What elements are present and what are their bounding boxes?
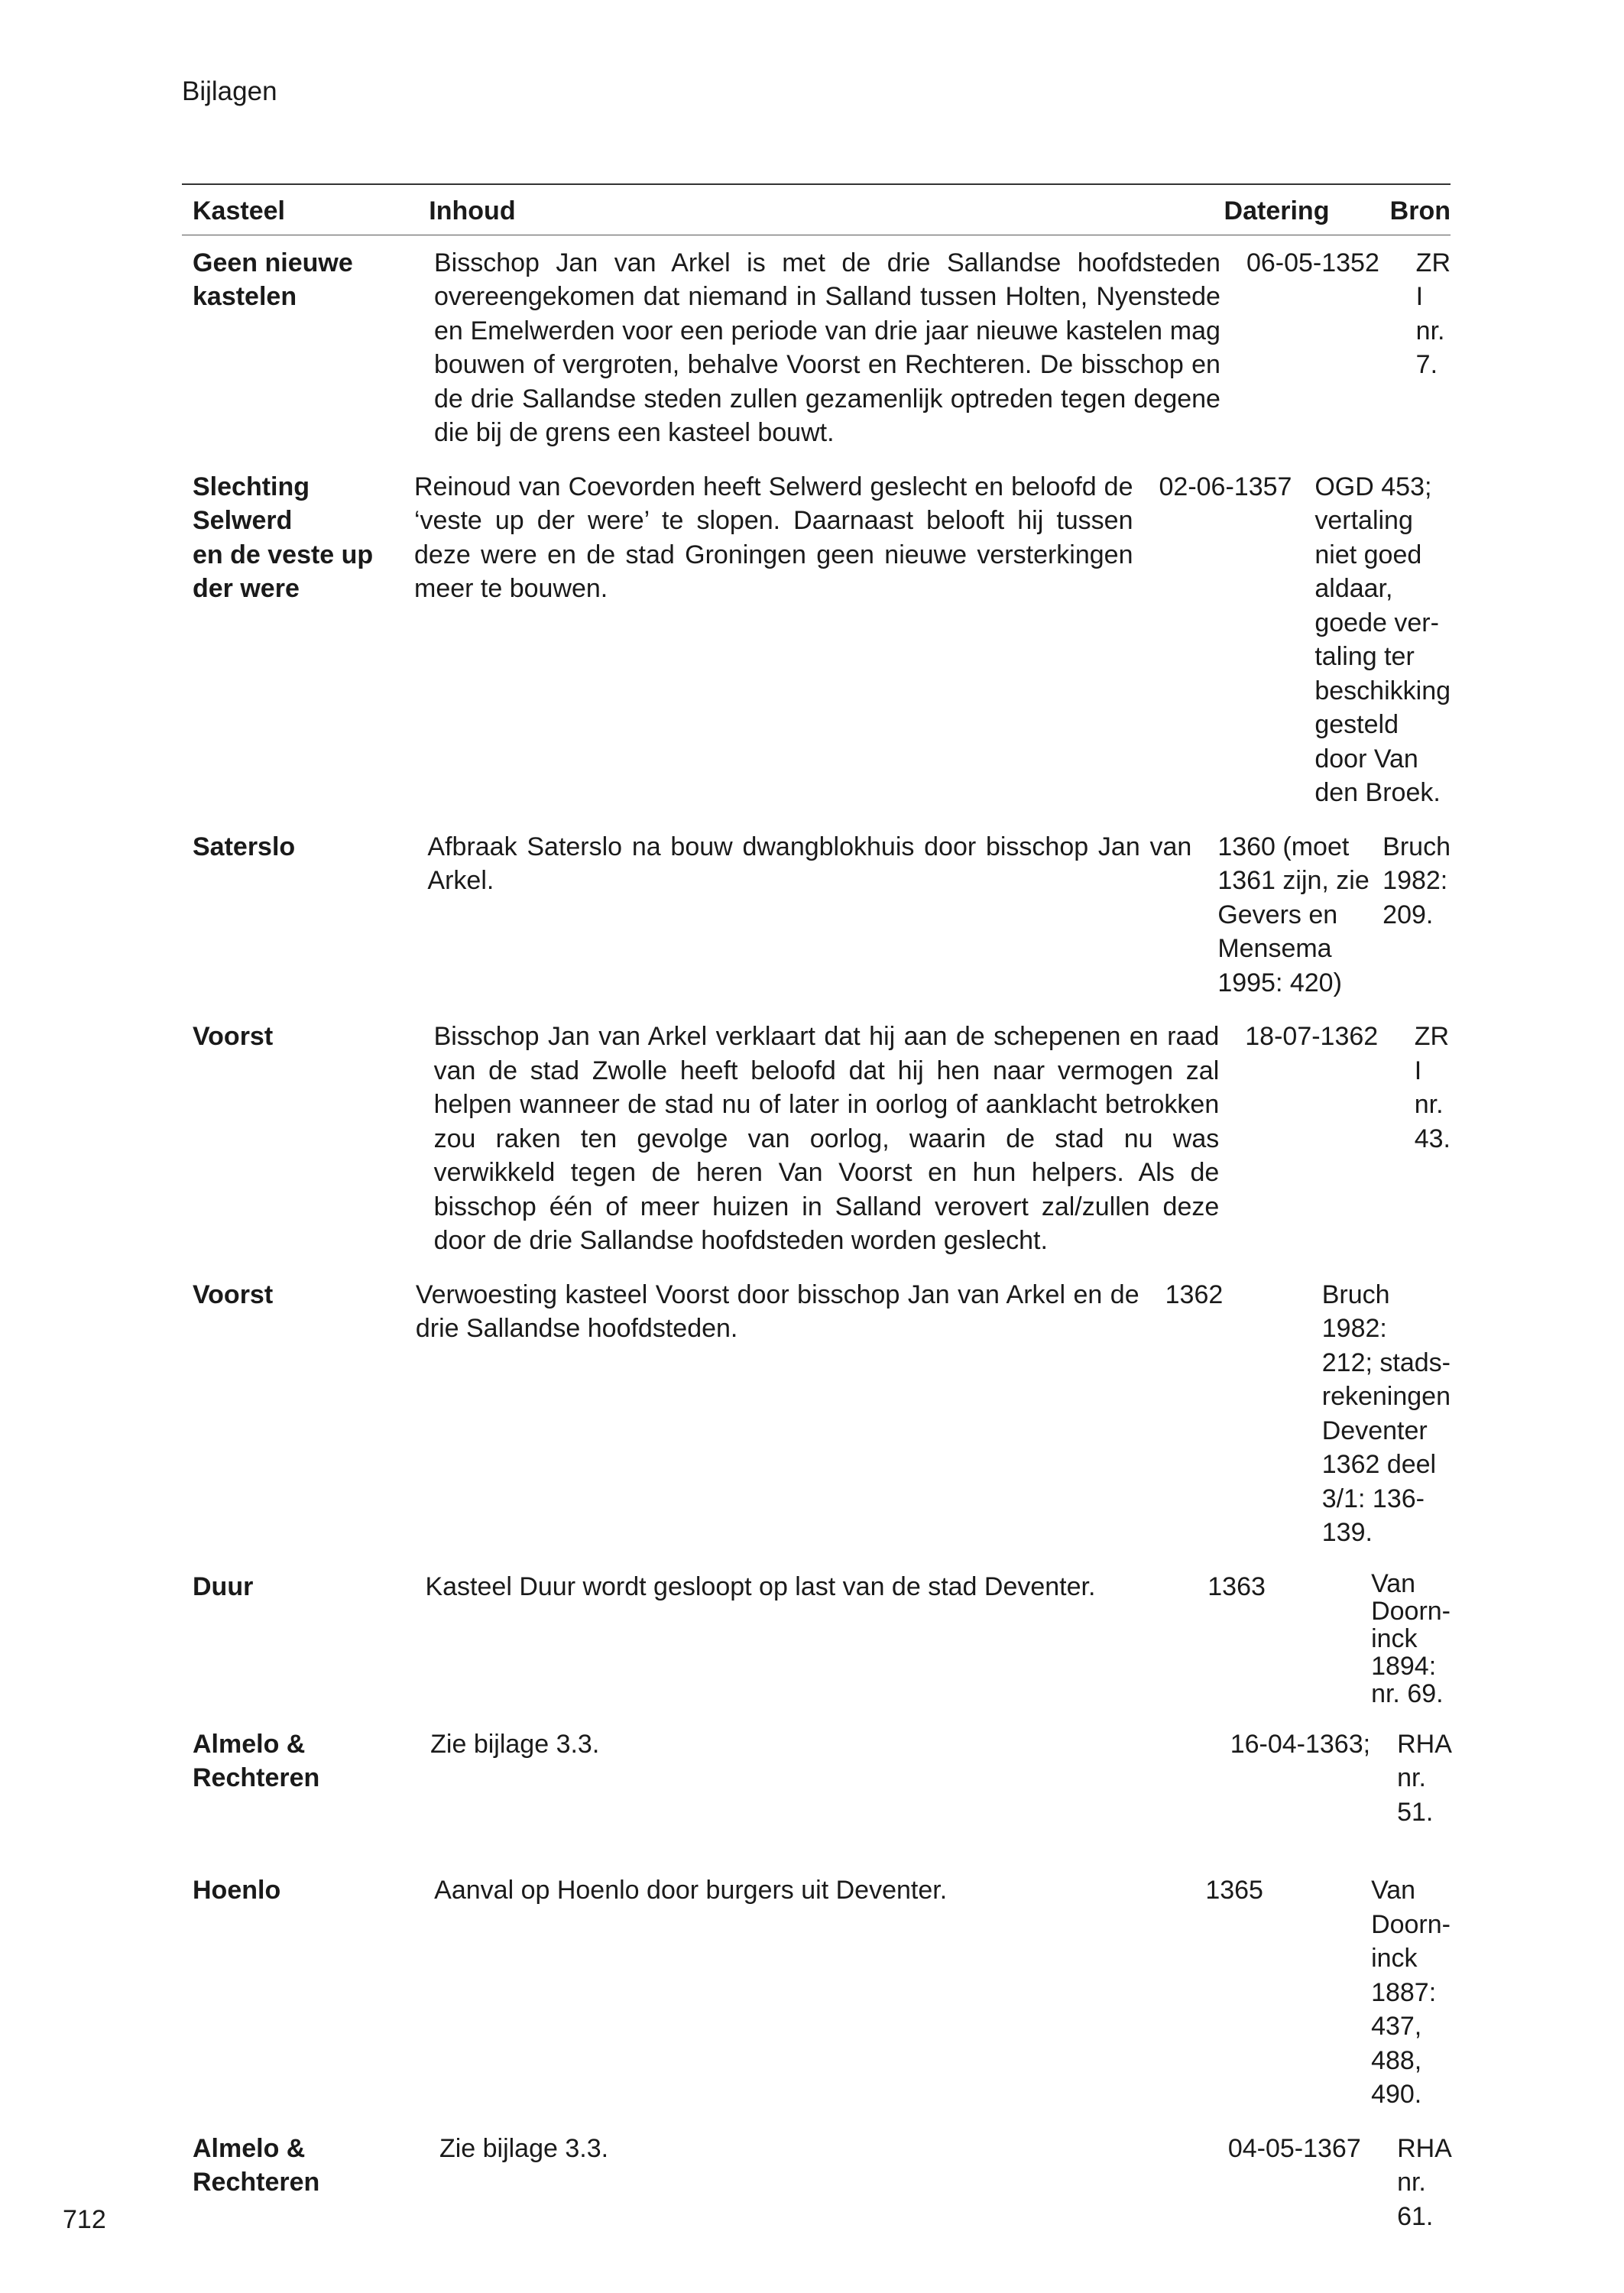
page-number: 712 [63, 2205, 106, 2234]
inhoud-cell: Zie bijlage 3.3. [439, 2133, 609, 2163]
datering-cell: 1360 (moet 1361 zijn, zie Gevers en Mensema 1995: 420) [1217, 832, 1370, 997]
kasteel-cell: Almelo & Rechteren [193, 2133, 320, 2197]
bron-cell: OGD 453; vertaling niet goed aldaar, goede ver- taling ter beschikking gesteld door Van den Broek. [1314, 472, 1451, 807]
column-header-inhoud: Inhoud [429, 196, 516, 225]
bron-cell: ZR I nr. 43. [1414, 1022, 1451, 1153]
datering-cell: 04-05-1367 [1227, 2133, 1361, 2163]
datering-cell: 1363 [1207, 1571, 1266, 1601]
kasteel-cell: Slechting Selwerd en de veste up der were [193, 472, 374, 603]
bron-cell: Bruch 1982: 212; stads- rekeningen Deventer 1362 deel 3/1: 136- 139. [1321, 1279, 1451, 1547]
inhoud-cell: Bisschop Jan van Arkel verklaart dat hij aan de schepenen en raad van de stad Zwolle heeft beloofd dat hij hen naar vermogen zal helpen wanneer de stad nu of later in oorlog of aanklacht betrokken zou raken ten gevolge van oorlog, waarin de stad nu was verwikkeld tegen de heren Van Voorst en hun helpers. Als de bisschop één of meer huizen in Salland verovert zal/zullen deze door de drie Sallandse hoofdsteden worden geslecht. [433, 1022, 1220, 1255]
inhoud-cell: Reinoud van Coevorden heeft Selwerd geslecht en beloofd de ‘veste up der were’ te slopen. Daarnaast belooft hij tussen deze were en de stad Groningen geen nieuwe versterkingen meer te bouwen. [414, 472, 1133, 603]
castle-table [182, 183, 1451, 2243]
kasteel-cell: Geen nieuwe kastelen [193, 248, 353, 311]
running-head: Bijlagen [182, 76, 277, 106]
bron-cell: Van Doorn- inck 1894: nr. 69. [1371, 1568, 1451, 1708]
bron-cell: RHA nr. 61. [1397, 2133, 1451, 2231]
kasteel-cell: Hoenlo [193, 1876, 281, 1905]
table-row [182, 1559, 1451, 1717]
column-header-datering: Datering [1224, 196, 1330, 225]
inhoud-cell: Zie bijlage 3.3. [430, 1729, 600, 1759]
table-row [182, 819, 1451, 1010]
inhoud-cell: Afbraak Saterslo na bouw dwangblokhuis door bisschop Jan van Arkel. [427, 832, 1192, 895]
datering-cell: 1362 [1165, 1279, 1224, 1309]
datering-cell: 16-04-1363; [1230, 1729, 1371, 1759]
datering-cell: 18-07-1362 [1245, 1022, 1379, 1051]
column-header-kasteel: Kasteel [193, 196, 285, 225]
kasteel-cell: Duur [193, 1571, 254, 1601]
inhoud-cell: Kasteel Duur wordt gesloopt op last van de stad Deventer. [425, 1571, 1096, 1601]
table-row [182, 1863, 1451, 2121]
table-row [182, 459, 1451, 819]
bron-cell: RHA nr. 51. [1397, 1729, 1451, 1827]
table-row [182, 1267, 1451, 1559]
kasteel-cell: Almelo & Rechteren [193, 1729, 320, 1792]
table-row [182, 1009, 1451, 1267]
kasteel-cell: Saterslo [193, 832, 296, 861]
datering-cell: 1365 [1205, 1876, 1263, 1905]
datering-cell: 02-06-1357 [1159, 472, 1292, 501]
kasteel-cell: Voorst [193, 1022, 274, 1051]
kasteel-cell: Voorst [193, 1279, 274, 1309]
table-header-row [182, 185, 1451, 235]
column-header-bron: Bron [1389, 196, 1451, 225]
inhoud-cell: Verwoesting kasteel Voorst door bisschop Jan van Arkel en de drie Sallandse hoofdsteden. [415, 1279, 1139, 1343]
inhoud-cell: Aanval op Hoenlo door burgers uit Deventer. [434, 1876, 948, 1905]
table-row [182, 235, 1451, 459]
table-row [182, 2121, 1451, 2243]
datering-cell: 06-05-1352 [1246, 248, 1379, 277]
bron-cell: Van Doorn- inck 1887: 437, 488, 490. [1371, 1876, 1451, 2109]
bron-cell: ZR I nr. 7. [1415, 248, 1451, 379]
inhoud-cell: Bisschop Jan van Arkel is met de drie Sallandse hoofdsteden overeengekomen dat niemand in Salland tussen Holten, Nyenstede en Emelwerden voor een periode van drie jaar nieuwe kastelen mag bouwen of vergroten, behalve Voorst en Rechteren. De bisschop en de drie Sallandse steden zullen gezamenlijk optreden tegen degene die bij de grens een kasteel bouwt. [433, 248, 1220, 447]
table-row [182, 1717, 1451, 1863]
bron-cell: Bruch 1982: 209. [1383, 832, 1451, 929]
